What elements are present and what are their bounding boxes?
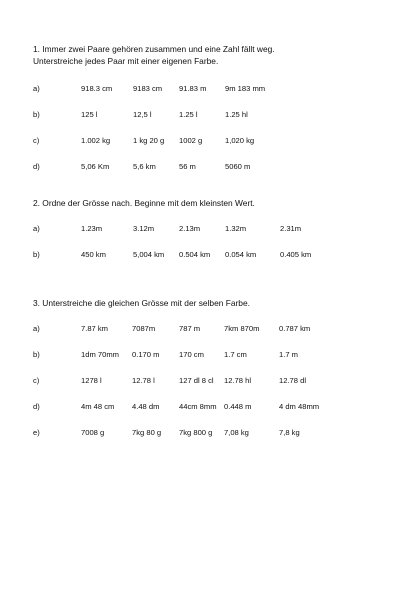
row-label: a): [33, 224, 40, 233]
value-cell: 450 km: [81, 250, 106, 259]
value-cell: 4 dm 48mm: [279, 402, 320, 411]
exercise-1-row-b: [33, 109, 403, 121]
value-cell: 7kg 800 g: [179, 428, 213, 437]
value-cell: 1.25 l: [179, 110, 198, 119]
value-cell: 0.448 m: [224, 402, 252, 411]
row-label: c): [33, 376, 40, 385]
exercise-3-heading: 3. Unterstreiche die gleichen Grösse mit der selben Farbe.: [33, 298, 250, 308]
value-cell: 4m 48 cm: [81, 402, 115, 411]
value-cell: 7km 870m: [224, 324, 260, 333]
value-cell: 91.83 m: [179, 84, 207, 93]
value-cell: 12.78 dl: [279, 376, 307, 385]
exercise-3-row-c: [33, 375, 403, 387]
row-label: c): [33, 136, 40, 145]
exercise-1-row-a: [33, 83, 403, 95]
value-cell: 1 kg 20 g: [133, 136, 165, 145]
value-cell: 7.87 km: [81, 324, 109, 333]
value-cell: 787 m: [179, 324, 201, 333]
value-cell: 1.7 cm: [224, 350, 247, 359]
row-label: a): [33, 324, 40, 333]
value-cell: 5,06 Km: [81, 162, 110, 171]
exercise-2: [33, 197, 403, 261]
value-cell: 7,8 kg: [279, 428, 300, 437]
row-label: b): [33, 250, 40, 259]
value-cell: 170 cm: [179, 350, 204, 359]
value-cell: 5,004 km: [133, 250, 165, 259]
exercise-2-row-a: [33, 223, 403, 235]
value-cell: 56 m: [179, 162, 196, 171]
row-label: e): [33, 428, 40, 437]
exercise-3: [33, 297, 403, 439]
exercise-2-heading: 2. Ordne der Grösse nach. Beginne mit dem kleinsten Wert.: [33, 198, 255, 208]
value-cell: 0.405 km: [280, 250, 312, 259]
row-label: a): [33, 84, 40, 93]
row-label: b): [33, 110, 40, 119]
value-cell: 1dm 70mm: [81, 350, 119, 359]
exercise-3-row-e: [33, 427, 403, 439]
exercise-1-row-c: [33, 135, 403, 147]
exercise-3-row-a: [33, 323, 403, 335]
value-cell: 1278 l: [81, 376, 102, 385]
value-cell: 1,020 kg: [225, 136, 255, 145]
value-cell: 12,5 l: [133, 110, 152, 119]
value-cell: 3.12m: [133, 224, 155, 233]
value-cell: 1.23m: [81, 224, 103, 233]
value-cell: 0.170 m: [132, 350, 160, 359]
value-cell: 918.3 cm: [81, 84, 113, 93]
value-cell: 7087m: [132, 324, 156, 333]
exercise-2-row-b: [33, 249, 403, 261]
value-cell: 1.002 kg: [81, 136, 111, 145]
value-cell: 7kg 80 g: [132, 428, 162, 437]
value-cell: 12.78 hl: [224, 376, 252, 385]
value-cell: 1.32m: [225, 224, 247, 233]
value-cell: 9m 183 mm: [225, 84, 266, 93]
exercise-3-row-d: [33, 401, 403, 413]
exercise-1-row-d: [33, 161, 403, 173]
exercise-1-heading: 1. Immer zwei Paare gehören zusammen und eine Zahl fällt weg. Unterstreiche jedes Paar mit einer eigenen Farbe.: [33, 44, 275, 66]
row-label: b): [33, 350, 40, 359]
value-cell: 4.48 dm: [132, 402, 160, 411]
value-cell: 0.054 km: [225, 250, 257, 259]
exercise-3-row-b: [33, 349, 403, 361]
value-cell: 44cm 8mm: [179, 402, 217, 411]
exercise-1: [33, 43, 403, 173]
value-cell: 1.25 hl: [225, 110, 248, 119]
value-cell: 7008 g: [81, 428, 105, 437]
value-cell: 5060 m: [225, 162, 251, 171]
value-cell: 127 dl 8 cl: [179, 376, 214, 385]
value-cell: 2.31m: [280, 224, 302, 233]
value-cell: 1002 g: [179, 136, 203, 145]
value-cell: 12.78 l: [132, 376, 155, 385]
value-cell: 2.13m: [179, 224, 201, 233]
row-label: d): [33, 162, 40, 171]
value-cell: 7,08 kg: [224, 428, 249, 437]
value-cell: 9183 cm: [133, 84, 163, 93]
value-cell: 5,6 km: [133, 162, 156, 171]
value-cell: 125 l: [81, 110, 98, 119]
value-cell: 1.7 m: [279, 350, 298, 359]
value-cell: 0.504 km: [179, 250, 211, 259]
value-cell: 0.787 km: [279, 324, 311, 333]
row-label: d): [33, 402, 40, 411]
